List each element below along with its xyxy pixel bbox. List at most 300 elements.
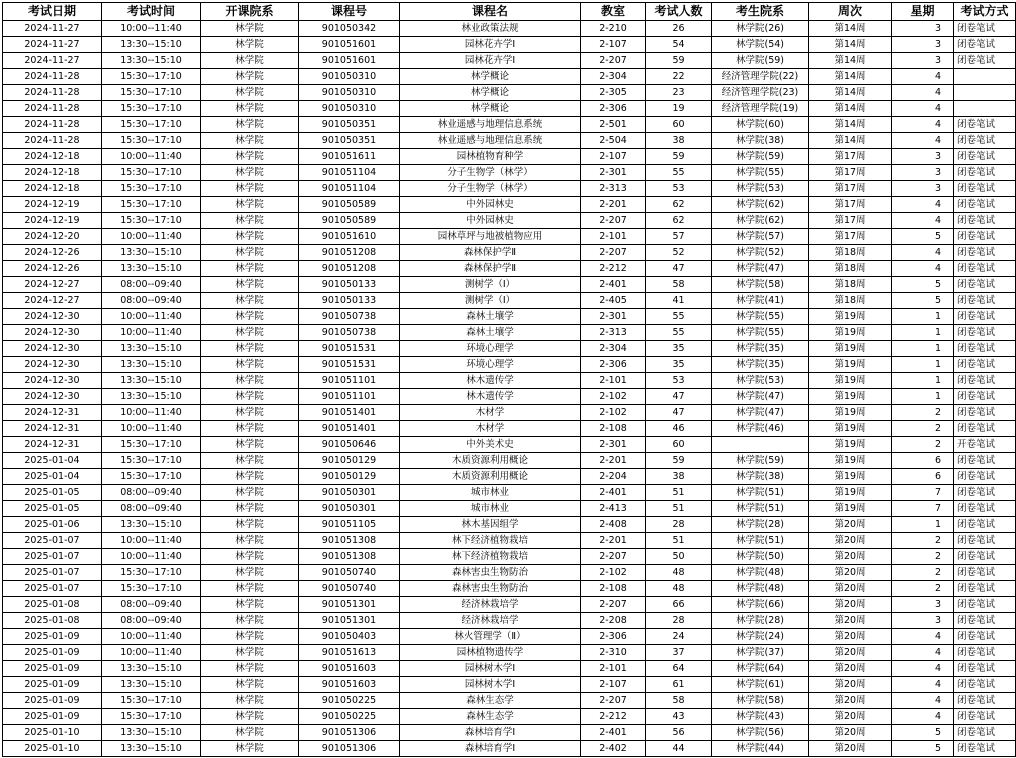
- cell-classroom: 2-301: [581, 165, 646, 181]
- cell-course-name: 园林植物育种学: [400, 149, 581, 165]
- cell-exam-time: 10:00--11:40: [102, 309, 201, 325]
- cell-course-code: 901051308: [299, 533, 400, 549]
- cell-exam-method: 闭卷笔试: [954, 469, 1016, 485]
- header-student-count: 考试人数: [646, 3, 712, 21]
- cell-exam-time: 15:30--17:10: [102, 565, 201, 581]
- table-row: [3, 693, 1016, 709]
- cell-student-count: 58: [646, 277, 712, 293]
- cell-course-name: 林下经济植物栽培: [400, 549, 581, 565]
- table-row: [3, 645, 1016, 661]
- cell-weekday: 4: [892, 661, 954, 677]
- cell-course-code: 901051531: [299, 357, 400, 373]
- cell-week: 第17周: [809, 165, 892, 181]
- cell-weekday: 1: [892, 309, 954, 325]
- cell-exam-method: [954, 101, 1016, 117]
- table-row: [3, 629, 1016, 645]
- table-row: [3, 197, 1016, 213]
- cell-week: 第14周: [809, 69, 892, 85]
- cell-exam-method: 闭卷笔试: [954, 149, 1016, 165]
- cell-classroom: 2-107: [581, 677, 646, 693]
- cell-offering-dept: 林学院: [201, 293, 299, 309]
- table-row: [3, 261, 1016, 277]
- cell-course-code: 901051104: [299, 181, 400, 197]
- cell-week: 第14周: [809, 37, 892, 53]
- cell-course-name: 园林花卉学Ⅰ: [400, 53, 581, 69]
- cell-student-dept: 林学院(62): [712, 213, 809, 229]
- cell-course-name: 林业遥感与地理信息系统: [400, 133, 581, 149]
- cell-exam-time: 13:30--15:10: [102, 725, 201, 741]
- cell-student-dept: 林学院(47): [712, 261, 809, 277]
- cell-classroom: 2-204: [581, 469, 646, 485]
- header-offering-dept: 开课院系: [201, 3, 299, 21]
- table-row: [3, 389, 1016, 405]
- table-row: [3, 453, 1016, 469]
- cell-student-count: 41: [646, 293, 712, 309]
- cell-student-count: 47: [646, 389, 712, 405]
- cell-offering-dept: 林学院: [201, 181, 299, 197]
- cell-student-count: 55: [646, 309, 712, 325]
- cell-exam-time: 15:30--17:10: [102, 85, 201, 101]
- cell-exam-date: 2025-01-09: [3, 645, 102, 661]
- cell-offering-dept: 林学院: [201, 485, 299, 501]
- cell-exam-method: 闭卷笔试: [954, 597, 1016, 613]
- cell-exam-date: 2025-01-09: [3, 629, 102, 645]
- cell-classroom: 2-207: [581, 53, 646, 69]
- cell-course-name: 分子生物学（林学）: [400, 165, 581, 181]
- cell-exam-date: 2025-01-10: [3, 741, 102, 757]
- cell-course-code: 901051401: [299, 405, 400, 421]
- cell-weekday: 4: [892, 677, 954, 693]
- cell-course-code: 901051306: [299, 725, 400, 741]
- cell-exam-time: 15:30--17:10: [102, 581, 201, 597]
- cell-exam-time: 13:30--15:10: [102, 245, 201, 261]
- cell-exam-date: 2025-01-09: [3, 677, 102, 693]
- cell-week: 第14周: [809, 133, 892, 149]
- cell-course-name: 测树学（Ⅰ）: [400, 293, 581, 309]
- cell-exam-time: 15:30--17:10: [102, 69, 201, 85]
- header-student-dept: 考生院系: [712, 3, 809, 21]
- cell-course-name: 森林培育学Ⅰ: [400, 725, 581, 741]
- cell-student-dept: 林学院(43): [712, 709, 809, 725]
- cell-weekday: 3: [892, 181, 954, 197]
- cell-course-code: 901051101: [299, 373, 400, 389]
- cell-classroom: 2-405: [581, 293, 646, 309]
- cell-student-count: 43: [646, 709, 712, 725]
- cell-course-name: 森林生态学: [400, 693, 581, 709]
- cell-weekday: 4: [892, 245, 954, 261]
- cell-student-dept: 林学院(59): [712, 453, 809, 469]
- cell-exam-time: 13:30--15:10: [102, 373, 201, 389]
- cell-exam-time: 15:30--17:10: [102, 101, 201, 117]
- cell-student-count: 59: [646, 53, 712, 69]
- cell-student-count: 55: [646, 165, 712, 181]
- cell-week: 第19周: [809, 453, 892, 469]
- cell-exam-date: 2025-01-08: [3, 597, 102, 613]
- cell-exam-method: 闭卷笔试: [954, 117, 1016, 133]
- cell-course-code: 901050129: [299, 453, 400, 469]
- cell-student-dept: 林学院(51): [712, 501, 809, 517]
- table-row: [3, 325, 1016, 341]
- cell-exam-time: 15:30--17:10: [102, 709, 201, 725]
- cell-offering-dept: 林学院: [201, 565, 299, 581]
- cell-classroom: 2-208: [581, 613, 646, 629]
- cell-offering-dept: 林学院: [201, 21, 299, 37]
- cell-classroom: 2-408: [581, 517, 646, 533]
- cell-week: 第14周: [809, 53, 892, 69]
- cell-exam-time: 08:00--09:40: [102, 597, 201, 613]
- header-exam-date: 考试日期: [3, 3, 102, 21]
- cell-exam-method: 闭卷笔试: [954, 181, 1016, 197]
- cell-exam-time: 10:00--11:40: [102, 325, 201, 341]
- cell-student-dept: 经济管理学院(23): [712, 85, 809, 101]
- cell-course-code: 901051603: [299, 677, 400, 693]
- cell-offering-dept: 林学院: [201, 325, 299, 341]
- cell-exam-date: 2024-12-19: [3, 197, 102, 213]
- cell-student-dept: 林学院(37): [712, 645, 809, 661]
- cell-exam-date: 2025-01-07: [3, 565, 102, 581]
- table-row: [3, 277, 1016, 293]
- cell-student-dept: 林学院(66): [712, 597, 809, 613]
- cell-classroom: 2-310: [581, 645, 646, 661]
- table-row: [3, 53, 1016, 69]
- cell-offering-dept: 林学院: [201, 197, 299, 213]
- cell-course-name: 中外美术史: [400, 437, 581, 453]
- header-exam-time: 考试时间: [102, 3, 201, 21]
- cell-exam-time: 13:30--15:10: [102, 357, 201, 373]
- cell-weekday: 5: [892, 229, 954, 245]
- cell-exam-method: 闭卷笔试: [954, 405, 1016, 421]
- cell-student-count: 37: [646, 645, 712, 661]
- cell-weekday: 1: [892, 341, 954, 357]
- cell-course-code: 901050738: [299, 309, 400, 325]
- cell-exam-time: 15:30--17:10: [102, 693, 201, 709]
- cell-course-name: 园林树木学Ⅰ: [400, 661, 581, 677]
- header-row: [3, 3, 1016, 21]
- cell-exam-method: 闭卷笔试: [954, 645, 1016, 661]
- cell-course-name: 经济林栽培学: [400, 597, 581, 613]
- cell-student-dept: 林学院(47): [712, 389, 809, 405]
- cell-classroom: 2-305: [581, 85, 646, 101]
- cell-week: 第18周: [809, 261, 892, 277]
- cell-student-dept: [712, 437, 809, 453]
- cell-classroom: 2-301: [581, 437, 646, 453]
- cell-exam-time: 10:00--11:40: [102, 629, 201, 645]
- cell-offering-dept: 林学院: [201, 373, 299, 389]
- cell-week: 第20周: [809, 645, 892, 661]
- cell-student-count: 59: [646, 149, 712, 165]
- cell-week: 第14周: [809, 21, 892, 37]
- cell-classroom: 2-207: [581, 597, 646, 613]
- cell-course-code: 901050738: [299, 325, 400, 341]
- cell-student-count: 61: [646, 677, 712, 693]
- cell-weekday: 4: [892, 133, 954, 149]
- cell-course-name: 林木遗传学: [400, 389, 581, 405]
- cell-student-dept: 林学院(55): [712, 309, 809, 325]
- cell-classroom: 2-402: [581, 741, 646, 757]
- table-row: [3, 405, 1016, 421]
- cell-exam-method: 闭卷笔试: [954, 309, 1016, 325]
- cell-student-count: 51: [646, 501, 712, 517]
- cell-course-code: 901051104: [299, 165, 400, 181]
- table-row: [3, 533, 1016, 549]
- cell-classroom: 2-401: [581, 725, 646, 741]
- cell-course-code: 901050133: [299, 277, 400, 293]
- cell-course-name: 经济林栽培学: [400, 613, 581, 629]
- cell-exam-time: 13:30--15:10: [102, 517, 201, 533]
- cell-exam-method: 闭卷笔试: [954, 293, 1016, 309]
- cell-offering-dept: 林学院: [201, 597, 299, 613]
- cell-exam-time: 08:00--09:40: [102, 485, 201, 501]
- cell-week: 第20周: [809, 581, 892, 597]
- cell-student-dept: 林学院(38): [712, 469, 809, 485]
- cell-student-count: 23: [646, 85, 712, 101]
- cell-offering-dept: 林学院: [201, 453, 299, 469]
- cell-student-dept: 林学院(55): [712, 325, 809, 341]
- cell-exam-method: 闭卷笔试: [954, 501, 1016, 517]
- cell-offering-dept: 林学院: [201, 85, 299, 101]
- table-row: [3, 309, 1016, 325]
- table-row: [3, 341, 1016, 357]
- cell-student-dept: 林学院(58): [712, 277, 809, 293]
- cell-exam-time: 15:30--17:10: [102, 453, 201, 469]
- cell-student-dept: 林学院(38): [712, 133, 809, 149]
- cell-course-code: 901050589: [299, 213, 400, 229]
- cell-course-code: 901050351: [299, 133, 400, 149]
- cell-exam-date: 2024-11-27: [3, 37, 102, 53]
- cell-student-count: 35: [646, 357, 712, 373]
- cell-classroom: 2-212: [581, 261, 646, 277]
- cell-week: 第20周: [809, 677, 892, 693]
- cell-course-code: 901051601: [299, 53, 400, 69]
- cell-student-dept: 林学院(56): [712, 725, 809, 741]
- cell-student-count: 58: [646, 693, 712, 709]
- cell-classroom: 2-504: [581, 133, 646, 149]
- cell-week: 第20周: [809, 613, 892, 629]
- cell-course-code: 901050589: [299, 197, 400, 213]
- cell-student-dept: 经济管理学院(19): [712, 101, 809, 117]
- cell-classroom: 2-413: [581, 501, 646, 517]
- cell-week: 第20周: [809, 565, 892, 581]
- cell-course-code: 901050301: [299, 501, 400, 517]
- cell-student-count: 60: [646, 437, 712, 453]
- table-row: [3, 741, 1016, 757]
- cell-student-count: 53: [646, 181, 712, 197]
- cell-classroom: 2-301: [581, 309, 646, 325]
- cell-classroom: 2-207: [581, 549, 646, 565]
- cell-exam-time: 13:30--15:10: [102, 261, 201, 277]
- cell-student-count: 44: [646, 741, 712, 757]
- cell-exam-method: 闭卷笔试: [954, 741, 1016, 757]
- cell-student-count: 59: [646, 453, 712, 469]
- cell-classroom: 2-306: [581, 357, 646, 373]
- cell-course-code: 901051306: [299, 741, 400, 757]
- cell-exam-time: 15:30--17:10: [102, 437, 201, 453]
- cell-student-count: 66: [646, 597, 712, 613]
- cell-exam-time: 13:30--15:10: [102, 37, 201, 53]
- cell-student-dept: 林学院(51): [712, 485, 809, 501]
- cell-exam-time: 08:00--09:40: [102, 613, 201, 629]
- cell-offering-dept: 林学院: [201, 629, 299, 645]
- cell-student-dept: 林学院(53): [712, 181, 809, 197]
- cell-classroom: 2-210: [581, 21, 646, 37]
- cell-offering-dept: 林学院: [201, 437, 299, 453]
- cell-exam-method: 闭卷笔试: [954, 533, 1016, 549]
- cell-student-dept: 林学院(24): [712, 629, 809, 645]
- cell-exam-date: 2024-11-27: [3, 21, 102, 37]
- cell-student-dept: 林学院(61): [712, 677, 809, 693]
- cell-weekday: 3: [892, 53, 954, 69]
- cell-offering-dept: 林学院: [201, 421, 299, 437]
- cell-course-code: 901050310: [299, 69, 400, 85]
- cell-student-count: 54: [646, 37, 712, 53]
- cell-student-dept: 林学院(35): [712, 341, 809, 357]
- table-row: [3, 245, 1016, 261]
- cell-exam-method: 闭卷笔试: [954, 629, 1016, 645]
- cell-offering-dept: 林学院: [201, 117, 299, 133]
- cell-course-name: 森林保护学Ⅱ: [400, 261, 581, 277]
- cell-weekday: 1: [892, 357, 954, 373]
- table-row: [3, 117, 1016, 133]
- cell-weekday: 5: [892, 725, 954, 741]
- cell-student-dept: 林学院(59): [712, 53, 809, 69]
- cell-course-code: 901051308: [299, 549, 400, 565]
- cell-course-name: 林下经济植物栽培: [400, 533, 581, 549]
- cell-exam-date: 2024-12-31: [3, 405, 102, 421]
- cell-exam-method: 闭卷笔试: [954, 341, 1016, 357]
- cell-student-dept: 林学院(47): [712, 405, 809, 421]
- cell-student-count: 56: [646, 725, 712, 741]
- header-course-name: 课程名: [400, 3, 581, 21]
- cell-week: 第14周: [809, 117, 892, 133]
- cell-exam-method: 闭卷笔试: [954, 421, 1016, 437]
- cell-exam-time: 15:30--17:10: [102, 165, 201, 181]
- table-row: [3, 149, 1016, 165]
- cell-course-name: 木质资源利用概论: [400, 453, 581, 469]
- cell-classroom: 2-306: [581, 629, 646, 645]
- cell-offering-dept: 林学院: [201, 261, 299, 277]
- table-row: [3, 501, 1016, 517]
- cell-exam-time: 10:00--11:40: [102, 229, 201, 245]
- cell-exam-method: 闭卷笔试: [954, 613, 1016, 629]
- cell-exam-date: 2024-12-27: [3, 293, 102, 309]
- cell-course-code: 901050351: [299, 117, 400, 133]
- cell-course-name: 分子生物学（林学）: [400, 181, 581, 197]
- cell-weekday: 3: [892, 613, 954, 629]
- cell-week: 第18周: [809, 277, 892, 293]
- cell-exam-method: 闭卷笔试: [954, 709, 1016, 725]
- cell-classroom: 2-304: [581, 69, 646, 85]
- cell-classroom: 2-304: [581, 341, 646, 357]
- cell-exam-date: 2024-12-18: [3, 181, 102, 197]
- cell-weekday: 4: [892, 197, 954, 213]
- cell-classroom: 2-306: [581, 101, 646, 117]
- cell-exam-method: 闭卷笔试: [954, 453, 1016, 469]
- cell-weekday: 2: [892, 421, 954, 437]
- cell-course-name: 园林植物遗传学: [400, 645, 581, 661]
- table-row: [3, 101, 1016, 117]
- cell-weekday: 2: [892, 533, 954, 549]
- cell-course-name: 林学概论: [400, 101, 581, 117]
- cell-exam-date: 2024-12-26: [3, 261, 102, 277]
- cell-week: 第19周: [809, 501, 892, 517]
- cell-exam-date: 2025-01-07: [3, 581, 102, 597]
- cell-week: 第17周: [809, 213, 892, 229]
- cell-classroom: 2-101: [581, 373, 646, 389]
- cell-week: 第19周: [809, 389, 892, 405]
- cell-week: 第20周: [809, 597, 892, 613]
- cell-week: 第19周: [809, 373, 892, 389]
- cell-week: 第19周: [809, 341, 892, 357]
- cell-classroom: 2-313: [581, 325, 646, 341]
- cell-course-code: 901050129: [299, 469, 400, 485]
- cell-exam-date: 2024-11-27: [3, 53, 102, 69]
- cell-exam-time: 10:00--11:40: [102, 21, 201, 37]
- cell-weekday: 4: [892, 645, 954, 661]
- cell-offering-dept: 林学院: [201, 709, 299, 725]
- cell-exam-date: 2024-12-18: [3, 149, 102, 165]
- cell-week: 第17周: [809, 149, 892, 165]
- cell-student-count: 62: [646, 197, 712, 213]
- cell-week: 第19周: [809, 309, 892, 325]
- cell-offering-dept: 林学院: [201, 101, 299, 117]
- cell-exam-time: 10:00--11:40: [102, 149, 201, 165]
- cell-weekday: 1: [892, 373, 954, 389]
- cell-exam-method: 闭卷笔试: [954, 549, 1016, 565]
- cell-offering-dept: 林学院: [201, 549, 299, 565]
- cell-student-count: 48: [646, 565, 712, 581]
- cell-offering-dept: 林学院: [201, 341, 299, 357]
- cell-offering-dept: 林学院: [201, 309, 299, 325]
- cell-exam-date: 2024-12-30: [3, 309, 102, 325]
- cell-exam-date: 2025-01-09: [3, 709, 102, 725]
- cell-classroom: 2-108: [581, 581, 646, 597]
- cell-student-dept: 林学院(60): [712, 117, 809, 133]
- cell-weekday: 2: [892, 437, 954, 453]
- cell-exam-time: 15:30--17:10: [102, 117, 201, 133]
- cell-exam-method: [954, 69, 1016, 85]
- cell-exam-time: 08:00--09:40: [102, 501, 201, 517]
- cell-exam-date: 2024-11-28: [3, 133, 102, 149]
- table-row: [3, 549, 1016, 565]
- cell-student-count: 47: [646, 405, 712, 421]
- cell-offering-dept: 林学院: [201, 277, 299, 293]
- cell-course-name: 城市林业: [400, 485, 581, 501]
- cell-exam-date: 2024-12-30: [3, 325, 102, 341]
- cell-exam-time: 10:00--11:40: [102, 549, 201, 565]
- cell-week: 第14周: [809, 101, 892, 117]
- cell-exam-time: 15:30--17:10: [102, 133, 201, 149]
- cell-exam-method: 闭卷笔试: [954, 277, 1016, 293]
- cell-weekday: 2: [892, 565, 954, 581]
- cell-course-code: 901051301: [299, 597, 400, 613]
- cell-offering-dept: 林学院: [201, 517, 299, 533]
- cell-exam-date: 2024-12-27: [3, 277, 102, 293]
- cell-exam-date: 2025-01-09: [3, 693, 102, 709]
- cell-student-dept: 林学院(62): [712, 197, 809, 213]
- cell-week: 第19周: [809, 421, 892, 437]
- cell-course-code: 901050310: [299, 101, 400, 117]
- cell-course-name: 木材学: [400, 405, 581, 421]
- cell-exam-date: 2025-01-04: [3, 453, 102, 469]
- cell-exam-method: 闭卷笔试: [954, 677, 1016, 693]
- cell-exam-method: 闭卷笔试: [954, 581, 1016, 597]
- cell-student-dept: 林学院(55): [712, 165, 809, 181]
- cell-student-dept: 林学院(28): [712, 517, 809, 533]
- cell-exam-method: 闭卷笔试: [954, 197, 1016, 213]
- cell-exam-method: 闭卷笔试: [954, 213, 1016, 229]
- cell-course-name: 林火管理学（Ⅱ）: [400, 629, 581, 645]
- cell-week: 第19周: [809, 469, 892, 485]
